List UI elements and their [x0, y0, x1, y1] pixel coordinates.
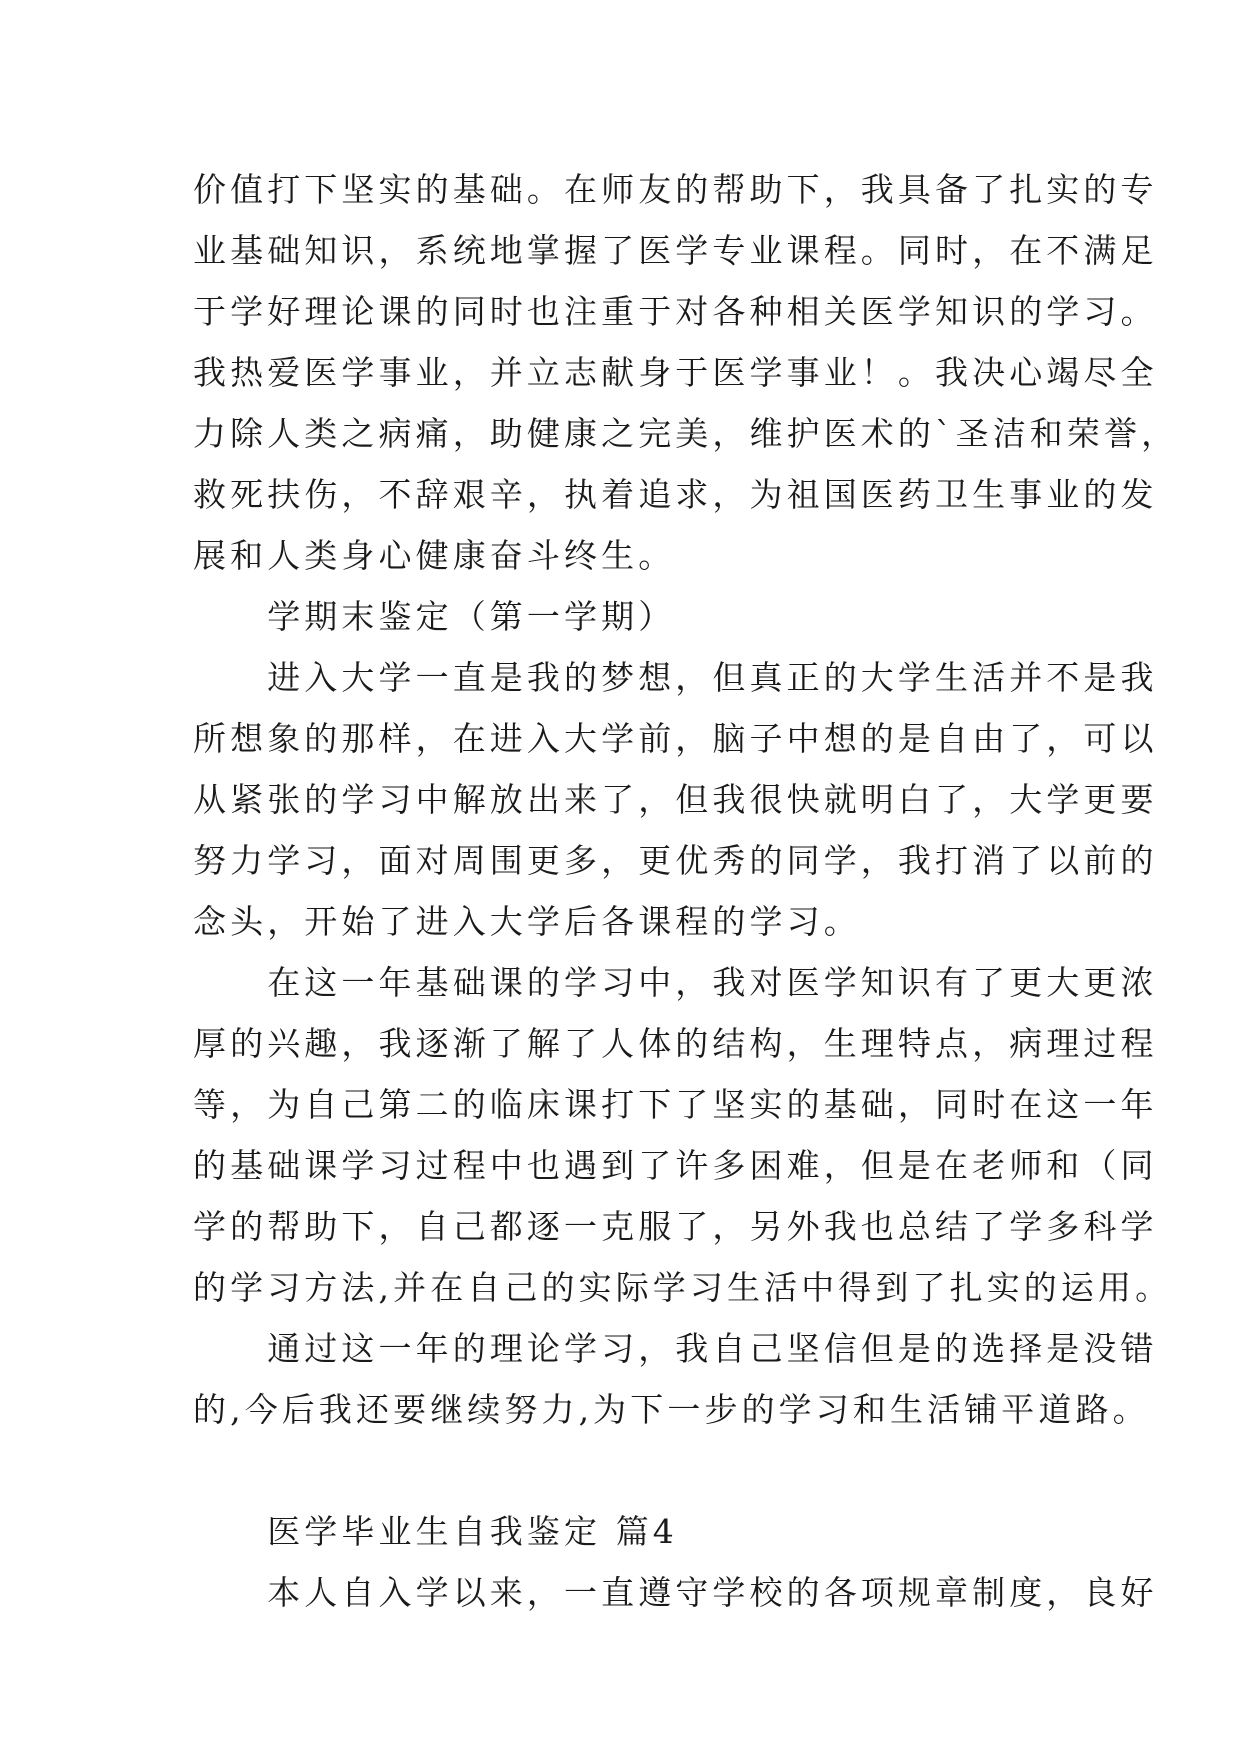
paragraph-line: 的基础课学习过程中也遇到了许多困难，但是在老师和（同: [193, 1146, 1158, 1185]
paragraph-line: 价值打下坚实的基础。在师友的帮助下，我具备了扎实的专: [193, 170, 1158, 209]
blank-line: [193, 1440, 1073, 1501]
document-body: [193, 159, 1179, 1623]
paragraph-line: 努力学习，面对周围更多，更优秀的同学，我打消了以前的: [193, 841, 1158, 880]
paragraph-line: 念头，开始了进入大学后各课程的学习。: [193, 902, 861, 941]
section-heading: 医学毕业生自我鉴定 篇4: [193, 1512, 678, 1551]
paragraph-line: 我热爱医学事业，并立志献身于医学事业！。我决心竭尽全: [193, 353, 1158, 392]
paragraph-line: 的学习方法,并在自己的实际学习生活中得到了扎实的运用。: [193, 1268, 1173, 1307]
section-heading: 学期末鉴定（第一学期）: [193, 597, 676, 636]
paragraph-line: 学的帮助下，自己都逐一克服了，另外我也总结了学多科学: [193, 1207, 1158, 1246]
paragraph-line: 力除人类之病痛，助健康之完美，维护医术的`圣洁和荣誉，: [193, 414, 1179, 453]
paragraph-line: 厚的兴趣，我逐渐了解了人体的结构，生理特点，病理过程: [193, 1024, 1158, 1063]
paragraph-line: 所想象的那样，在进入大学前，脑子中想的是自由了，可以: [193, 719, 1158, 758]
paragraph-line: 本人自入学以来，一直遵守学校的各项规章制度，良好: [193, 1573, 1158, 1612]
paragraph-line: 业基础知识，系统地掌握了医学专业课程。同时，在不满足: [193, 231, 1158, 270]
paragraph-line: 从紧张的学习中解放出来了，但我很快就明白了，大学更要: [193, 780, 1158, 819]
paragraph-line: 通过这一年的理论学习，我自己坚信但是的选择是没错: [193, 1329, 1158, 1368]
paragraph-line: 等，为自己第二的临床课打下了坚实的基础，同时在这一年: [193, 1085, 1158, 1124]
paragraph-line: 于学好理论课的同时也注重于对各种相关医学知识的学习。: [193, 292, 1158, 331]
paragraph-line: 进入大学一直是我的梦想，但真正的大学生活并不是我: [193, 658, 1158, 697]
paragraph-line: 在这一年基础课的学习中，我对医学知识有了更大更浓: [193, 963, 1158, 1002]
paragraph-line: 的,今后我还要继续努力,为下一步的学习和生活铺平道路。: [193, 1390, 1150, 1429]
paragraph-line: 展和人类身心健康奋斗终生。: [193, 536, 676, 575]
paragraph-line: 救死扶伤，不辞艰辛，执着追求，为祖国医药卫生事业的发: [193, 475, 1158, 514]
